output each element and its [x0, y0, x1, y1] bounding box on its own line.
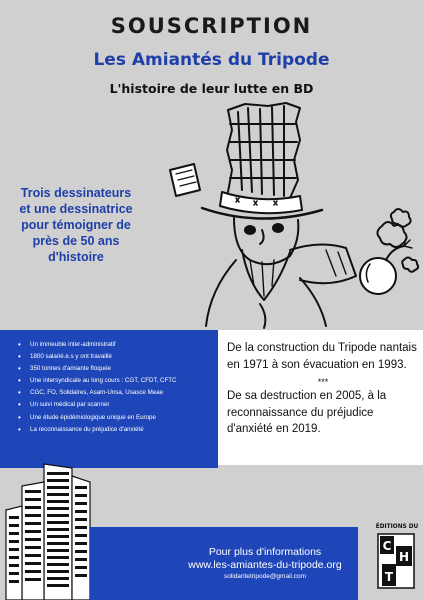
fact-item: • Une étude épidémiologique unique en Europe — [18, 413, 218, 423]
svg-text:H: H — [398, 550, 410, 564]
poster-subtitle: Les Amiantés du Tripode — [93, 50, 330, 70]
svg-text:T: T — [384, 570, 394, 584]
info-label: Pour plus d'informations — [208, 546, 322, 558]
fact-item: • Une intersyndicale au long cours : CGT, CFDT, CFTC — [18, 376, 218, 386]
website-link[interactable]: www.les-amiantes-du-tripode.org — [188, 559, 342, 571]
pitch-line: près de 50 ans — [32, 234, 120, 248]
fact-item: • Un suivi médical par scanner — [18, 400, 218, 410]
cht-logo — [376, 532, 416, 590]
tripode-building-illustration — [0, 458, 100, 600]
fact-item: • La reconnaissance du préjudice d'anxiété — [18, 425, 218, 435]
pitch-line: et une dessinatrice — [19, 202, 133, 216]
facts-list — [18, 340, 218, 437]
history-separator: *** — [317, 377, 329, 387]
svg-text:C: C — [382, 539, 392, 553]
history-paragraph-construction: De la construction du Tripode nantais en 1971 à son évacuation en 1993. — [227, 342, 417, 371]
fact-item: • 350 tonnes d'amiante floquée — [18, 364, 218, 374]
pitch-line: d'histoire — [48, 250, 104, 264]
history-paragraph-destruction: De sa destruction en 2005, à la reconnaissance du préjudice d'anxiété en 2019. — [227, 390, 387, 435]
pitch-text — [8, 185, 144, 265]
fact-item: • CGC, FO, Solidaires, Asam-Unsa, Usasce Meae — [18, 388, 218, 398]
publisher-label: ÉDITIONS DU — [375, 524, 419, 530]
fact-item: • Un immeuble inter-administratif — [18, 340, 218, 350]
contact-info — [170, 546, 360, 582]
cartoon-illustration — [150, 100, 420, 330]
poster-title: SOUSCRIPTION — [110, 14, 313, 38]
email-link[interactable]: solidaritetripode@gmail.com — [223, 573, 307, 580]
pitch-line: Trois dessinateurs — [20, 186, 132, 200]
pitch-line: pour témoigner de — [21, 218, 131, 232]
history-text — [227, 340, 419, 438]
poster-tagline: L'histoire de leur lutte en BD — [109, 81, 314, 96]
fact-item: • 1800 salarié.e.s y ont travaillé — [18, 352, 218, 362]
